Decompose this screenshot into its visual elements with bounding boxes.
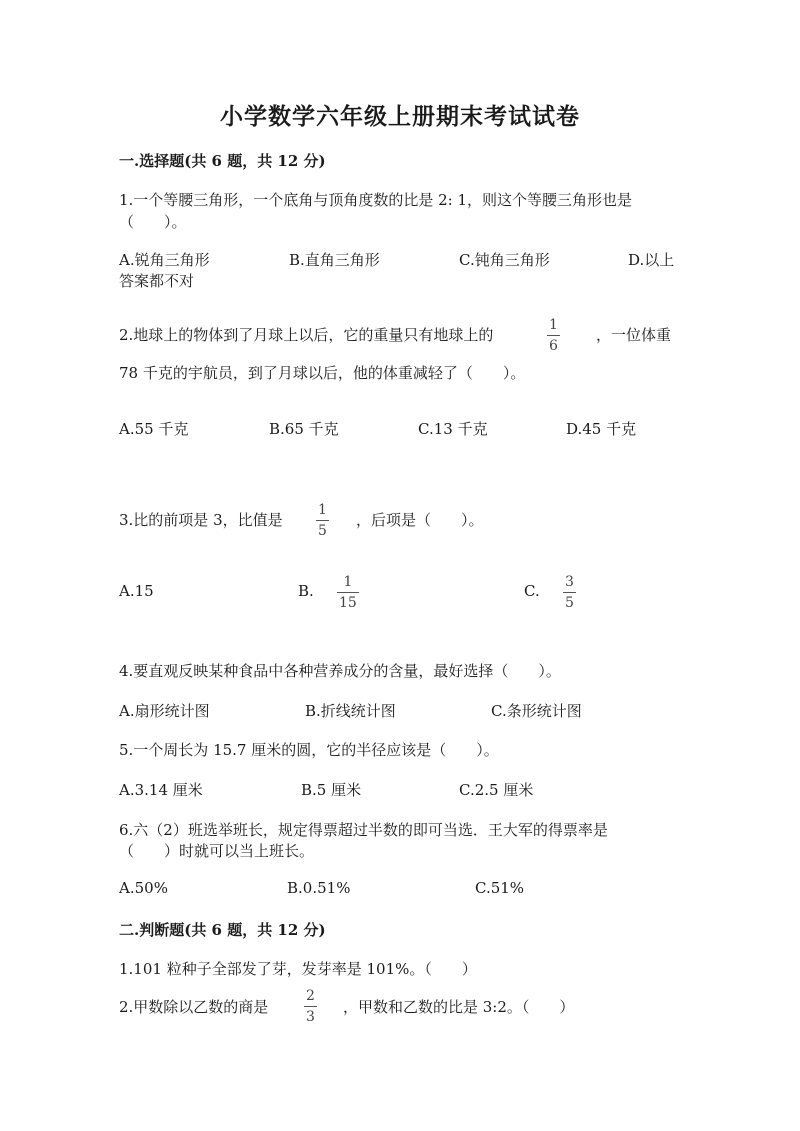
question-2-option-d[interactable]: D.45 千克 xyxy=(566,420,637,438)
question-4-option-a[interactable]: A.扇形统计图 xyxy=(119,702,210,720)
question-5-option-b[interactable]: B.5 厘米 xyxy=(301,781,362,799)
section-heading-judgement: 二.判断题(共 6 题，共 12 分) xyxy=(119,921,326,939)
question-5-option-c[interactable]: C.2.5 厘米 xyxy=(459,781,534,799)
question-2-fraction xyxy=(547,318,560,353)
fraction-denominator: 5 xyxy=(565,595,574,611)
question-3-option-b-fraction xyxy=(337,575,359,610)
question-6-line1: 6.六（2）班选举班长，规定得票超过半数的即可当选．王大军的得票率是 xyxy=(119,821,608,839)
judgement-2-line1: 2.甲数除以乙数的商是 xyxy=(119,998,269,1016)
page-title: 小学数学六年级上册期末考试试卷 xyxy=(220,103,580,130)
question-1-option-a[interactable]: A.锐角三角形 xyxy=(119,251,210,269)
question-2-line2: 78 千克的宇航员，到了月球以后，他的体重减轻了（ ）。 xyxy=(119,364,526,382)
question-3-line1-end: ，后项是（ ）。 xyxy=(356,511,484,529)
judgement-1-line1: 1.101 粒种子全部发了芽，发芽率是 101%。（ ） xyxy=(119,960,477,978)
fraction-numerator: 1 xyxy=(549,317,558,333)
fraction-denominator: 5 xyxy=(318,523,327,539)
question-1-option-c[interactable]: C.钝角三角形 xyxy=(459,251,550,269)
question-6-option-b[interactable]: B.0.51% xyxy=(287,879,351,897)
judgement-2-line1-end: ，甲数和乙数的比是 3:2。（ ） xyxy=(343,998,575,1016)
question-1-option-b[interactable]: B.直角三角形 xyxy=(289,251,380,269)
question-3-option-c[interactable]: C. xyxy=(524,582,540,600)
question-3-fraction xyxy=(316,503,329,538)
question-2-option-a[interactable]: A.55 千克 xyxy=(119,420,189,438)
question-2-option-c[interactable]: C.13 千克 xyxy=(418,420,488,438)
question-2-line1-end: ，一位体重 xyxy=(596,326,672,344)
fraction-numerator: 1 xyxy=(318,502,327,518)
question-2-line1: 2.地球上的物体到了月球上以后，它的重量只有地球上的 xyxy=(119,326,494,344)
question-5-line1: 5.一个周长为 15.7 厘米的圆，它的半径应该是（ ）。 xyxy=(119,741,499,759)
fraction-denominator: 6 xyxy=(549,338,558,354)
fraction-denominator: 15 xyxy=(339,595,357,611)
question-1-option-d[interactable]: D.以上 xyxy=(628,251,675,269)
question-5-option-a[interactable]: A.3.14 厘米 xyxy=(119,781,203,799)
question-4-option-b[interactable]: B.折线统计图 xyxy=(305,702,396,720)
question-4-option-c[interactable]: C.条形统计图 xyxy=(491,702,582,720)
judgement-2-fraction xyxy=(304,989,317,1024)
question-6-option-a[interactable]: A.50% xyxy=(119,879,168,897)
question-1-option-d-cont: 答案都不对 xyxy=(119,272,195,290)
question-2-option-b[interactable]: B.65 千克 xyxy=(269,420,339,438)
question-3-option-a[interactable]: A.15 xyxy=(119,582,154,600)
question-3-option-b[interactable]: B. xyxy=(298,582,314,600)
section-heading-choice: 一.选择题(共 6 题，共 12 分) xyxy=(119,152,326,170)
question-6-option-c[interactable]: C.51% xyxy=(475,879,525,897)
question-4-line1: 4.要直观反映某种食品中各种营养成分的含量，最好选择（ ）。 xyxy=(119,662,561,680)
question-6-line2: （ ）时就可以当上班长。 xyxy=(119,842,315,860)
fraction-numerator: 1 xyxy=(343,574,353,590)
question-1-line2: （ ）。 xyxy=(119,213,187,231)
fraction-numerator: 3 xyxy=(565,574,574,590)
question-3-line1: 3.比的前项是 3，比值是 xyxy=(119,511,283,529)
question-1-line1: 1.一个等腰三角形，一个底角与顶角度数的比是 2: 1，则这个等腰三角形也是 xyxy=(119,191,632,209)
fraction-denominator: 3 xyxy=(306,1009,315,1025)
fraction-numerator: 2 xyxy=(306,988,315,1004)
question-3-option-c-fraction xyxy=(563,575,576,610)
